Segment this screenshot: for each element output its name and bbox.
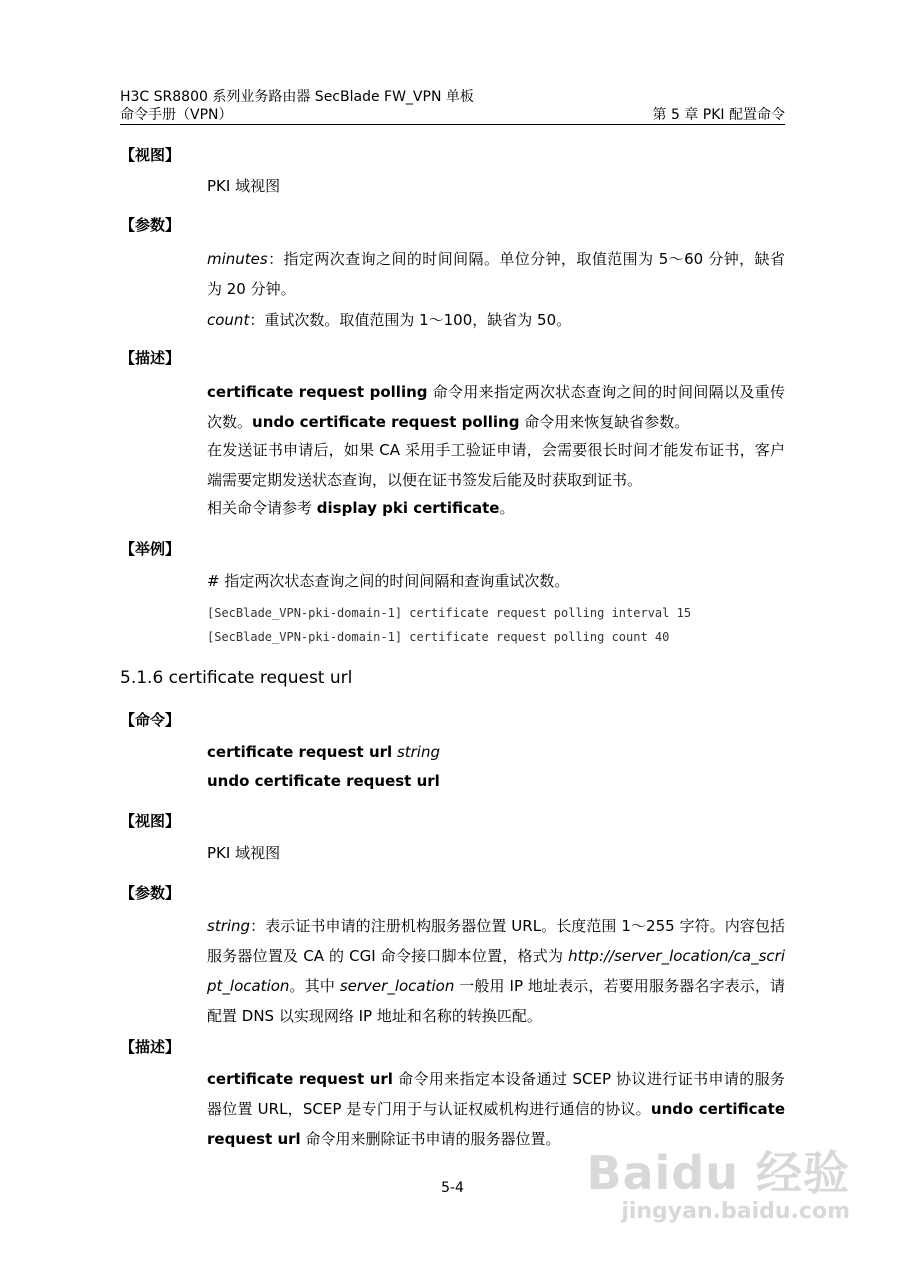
watermark-url: jingyan.baidu.com <box>621 1199 850 1224</box>
param-minutes-name: minutes <box>207 250 268 268</box>
desc-label: 【描述】 <box>120 1038 181 1056</box>
undo-cmd-name: undo certificate request polling <box>252 413 520 431</box>
param-count <box>207 305 785 335</box>
param-string-desc: ：表示证书申请的注册机构服务器位置 URL。长度范围 1～255 字符。内容包括服务器位置及 CA 的 CGI 命令接口脚本位置，格式为 <box>207 917 785 965</box>
desc-text: 命令用来恢复缺省参数。 <box>519 413 690 431</box>
desc-paragraph-3 <box>207 493 785 523</box>
example-label: 【举例】 <box>120 540 181 558</box>
cmd-name: certificate request url <box>207 743 393 761</box>
document-title: H3C SR8800 系列业务路由器 SecBlade FW_VPN 单板 <box>120 89 474 105</box>
example-comment: # 指定两次状态查询之间的时间间隔和查询重试次数。 <box>207 572 570 590</box>
param-label: 【参数】 <box>120 216 181 234</box>
desc-paragraph-1 <box>207 377 785 437</box>
example-code-line: [SecBlade_VPN-pki-domain-1] certificate request polling count 40 <box>207 630 670 644</box>
desc-text: 命令用来删除证书申请的服务器位置。 <box>300 1130 561 1148</box>
param-string-name: string <box>207 917 251 935</box>
param-string-url: http://server_location/ca_script_location <box>207 947 785 995</box>
undo-cmd-name: undo certificate request url <box>207 772 440 790</box>
chapter-title: 第 5 章 PKI 配置命令 <box>652 107 785 123</box>
cmd-name: certificate request url <box>207 1070 393 1088</box>
param-count-name: count <box>207 311 250 329</box>
page-number: 5-4 <box>441 1180 464 1196</box>
param-count-desc: ：重试次数。取值范围为 1～100，缺省为 50。 <box>249 311 572 329</box>
param-minutes <box>207 244 785 304</box>
view-label: 【视图】 <box>120 812 181 830</box>
cmd-syntax-1 <box>207 737 785 767</box>
related-cmd: display pki certificate <box>316 499 500 517</box>
view-value: PKI 域视图 <box>207 177 281 195</box>
desc-paragraph-2: 在发送证书申请后，如果 CA 采用手工验证申请，会需要很长时间才能发布证书，客户端需要定期发送状态查询，以便在证书签发后能及时获取到证书。 <box>207 441 785 489</box>
undo-cmd-name: undo certificate request url <box>207 1100 785 1148</box>
document-subtitle: 命令手册（VPN） <box>120 107 233 123</box>
cmd-syntax-2 <box>207 766 785 796</box>
desc-text: 命令用来指定本设备通过 SCEP 协议进行证书申请的服务器位置 URL，SCEP 是专门用于与认证权威机构进行通信的协议。 <box>207 1070 786 1118</box>
cmd-name: certificate request polling <box>207 383 428 401</box>
header-divider <box>120 124 785 125</box>
param-label: 【参数】 <box>120 884 181 902</box>
param-string-server: server_location <box>339 977 455 995</box>
watermark <box>586 1148 850 1226</box>
desc-label: 【描述】 <box>120 349 181 367</box>
param-minutes-desc: ：指定两次查询之间的时间间隔。单位分钟，取值范围为 5～60 分钟，缺省为 20 分钟。 <box>207 250 785 298</box>
desc-text: 命令用来指定两次状态查询之间的时间间隔以及重传次数。 <box>207 383 785 431</box>
desc-text: 。 <box>499 499 515 517</box>
example-code-line: [SecBlade_VPN-pki-domain-1] certificate request polling interval 15 <box>207 606 692 620</box>
param-string <box>207 911 785 1031</box>
view-label: 【视图】 <box>120 146 181 164</box>
param-string-desc: 一般用 IP 地址表示，若要用服务器名字表示，请配置 DNS 以实现网络 IP 地址和名称的转换匹配。 <box>207 977 785 1025</box>
view-value: PKI 域视图 <box>207 844 281 862</box>
cmd-label: 【命令】 <box>120 711 181 729</box>
param-string-desc: 。其中 <box>289 977 340 995</box>
watermark-brand: Baidu 经验 <box>586 1146 850 1200</box>
desc-text: 相关命令请参考 <box>207 499 317 517</box>
section-heading: 5.1.6 certificate request url <box>120 668 353 688</box>
desc-paragraph <box>207 1064 785 1154</box>
cmd-arg: string <box>392 743 440 761</box>
